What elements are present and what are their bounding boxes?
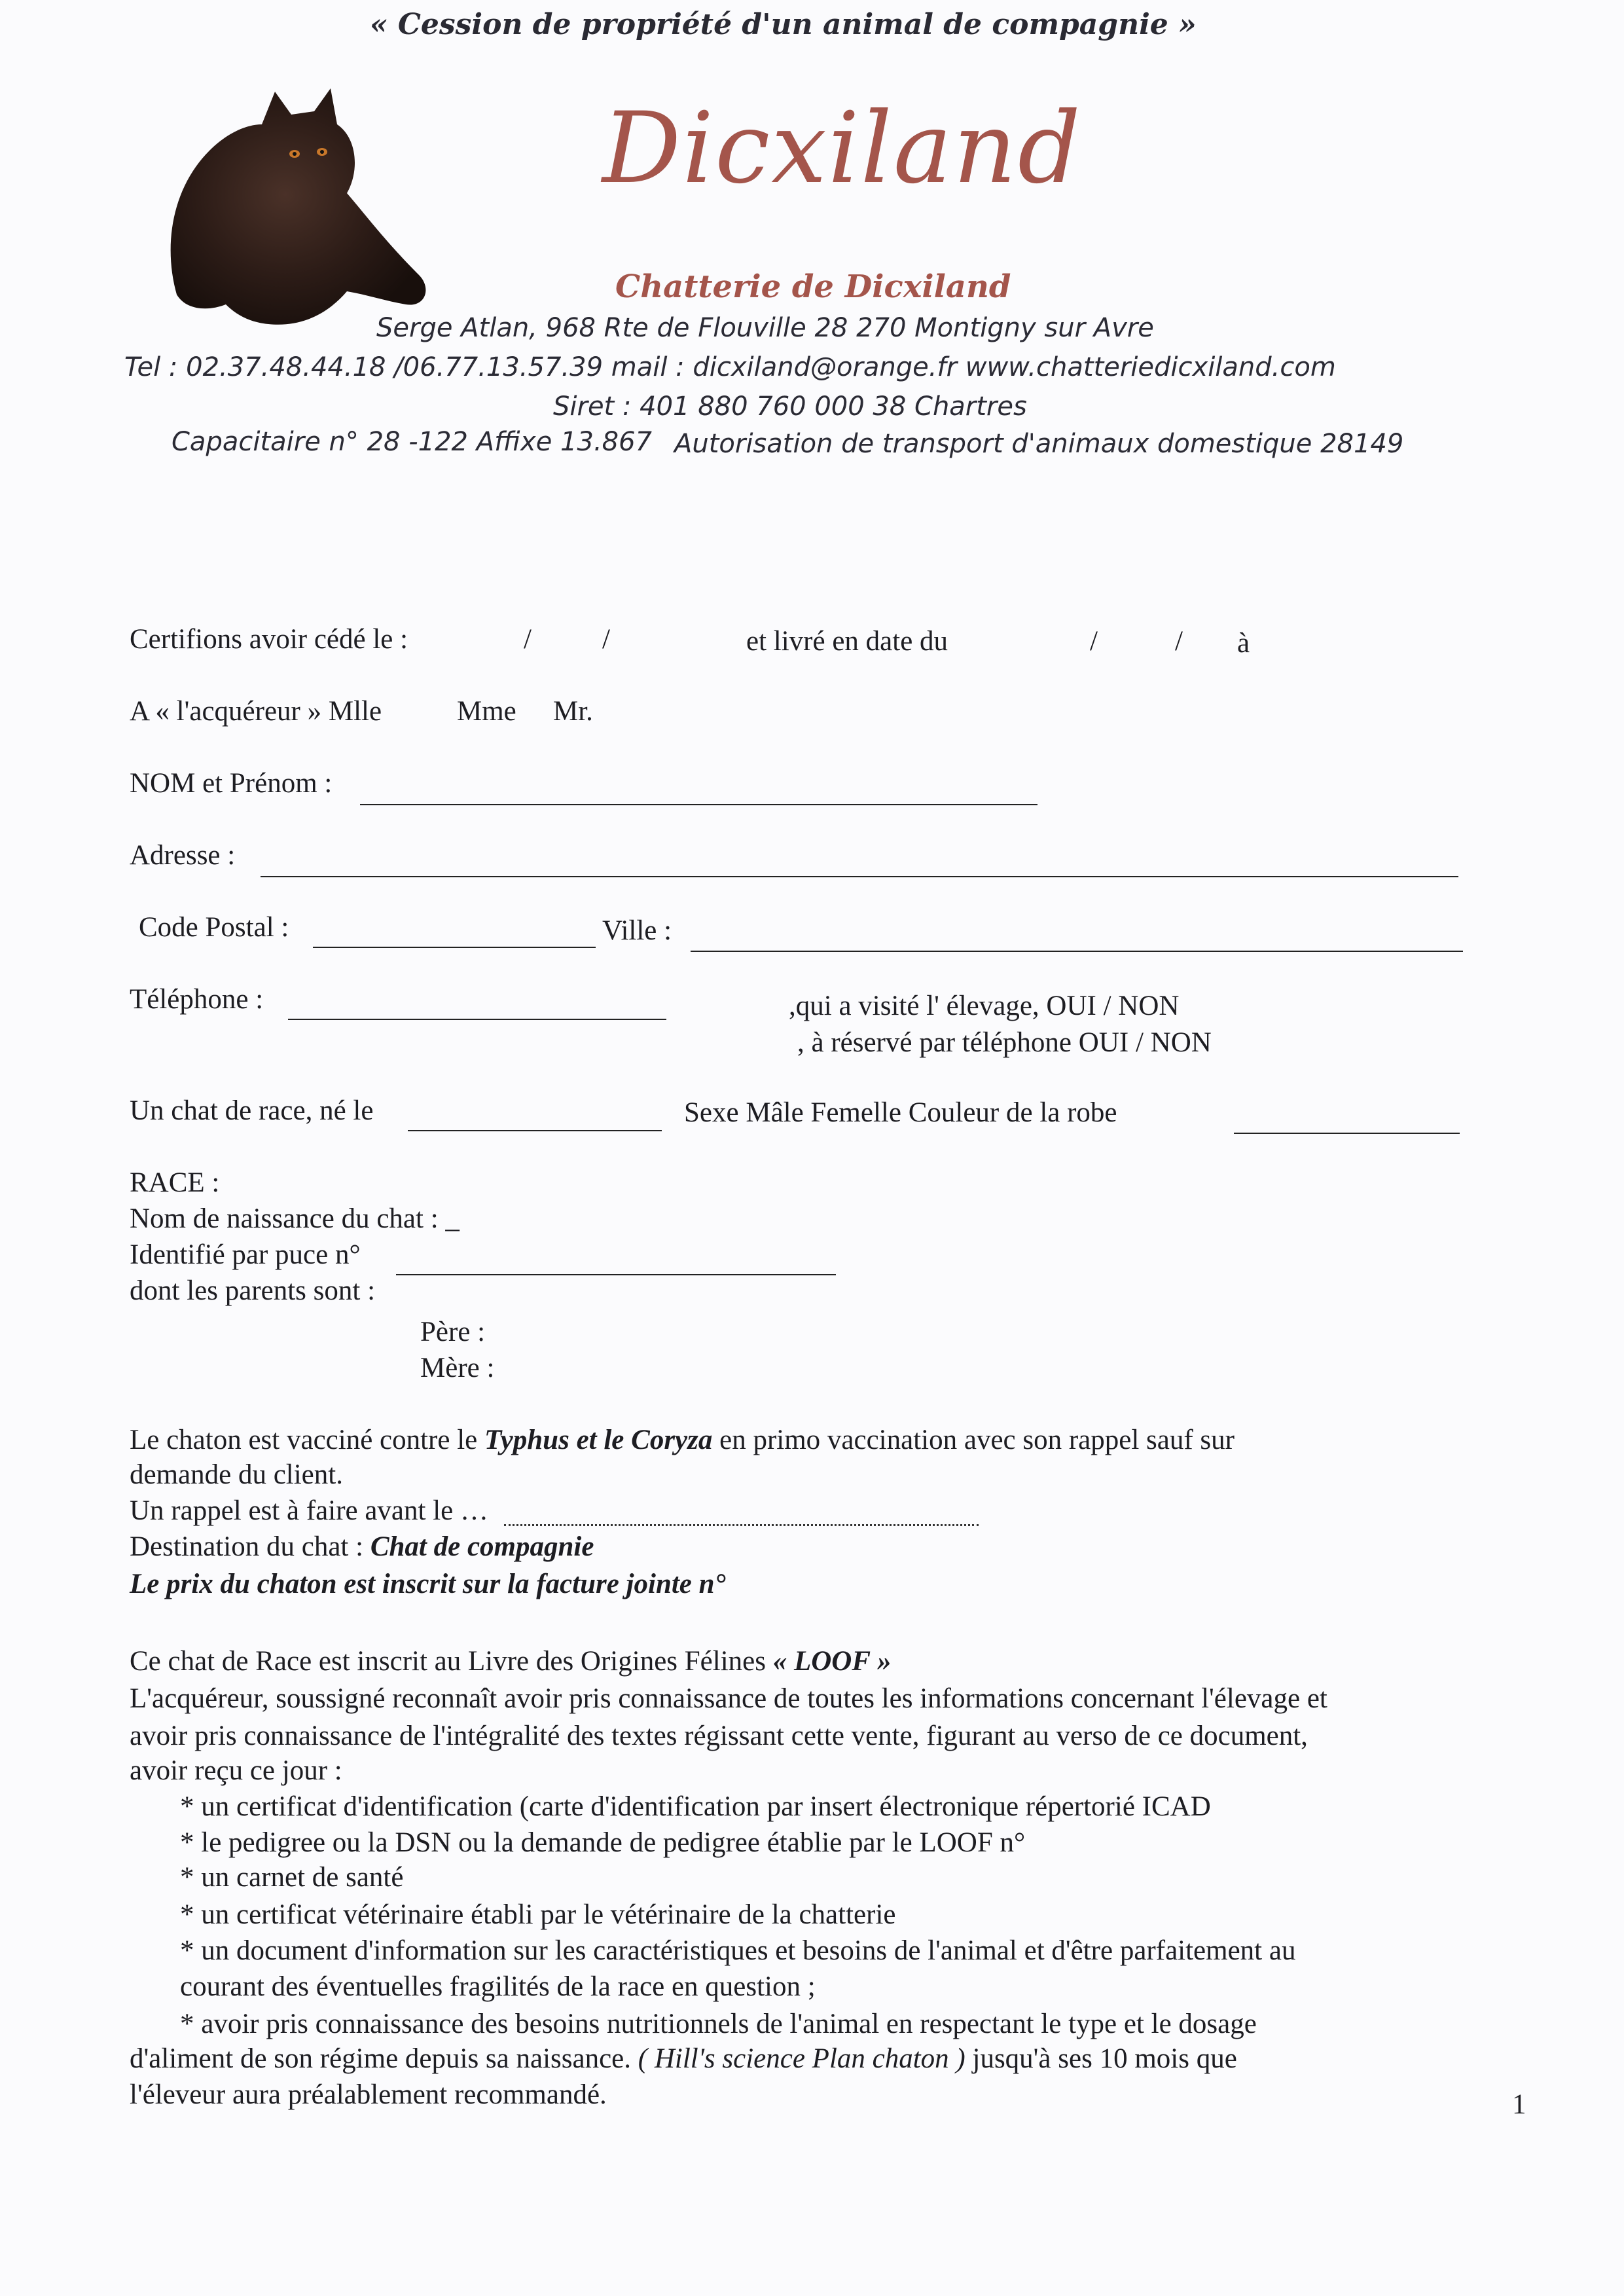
list-item: * le pedigree ou la DSN ou la demande de pedigree établie par le LOOF n° (180, 1827, 1026, 1858)
page-number: 1 (1512, 2089, 1526, 2120)
vaccination-text: Le chaton est vacciné contre le (130, 1425, 484, 1455)
name-label: NOM et Prénom : (130, 768, 333, 799)
father-label: Père : (420, 1317, 486, 1347)
list-item: courant des éventuelles fragilités de la race en question ; (180, 1971, 816, 2002)
chip-number-field[interactable] (396, 1274, 836, 1275)
phone-label: Téléphone : (130, 984, 264, 1015)
loof-registered-line (130, 1645, 892, 1677)
address-line: Serge Atlan, 968 Rte de Flouville 28 270 Montigny sur Avre (376, 313, 1154, 343)
diet-line-2: l'éleveur aura préalablement recommandé. (130, 2079, 607, 2110)
vaccination-line (130, 1424, 1235, 1456)
capacitaire-line: Capacitaire n° 28 -122 Affixe 13.867 (171, 427, 653, 457)
destination-label: Destination du chat : (130, 1531, 370, 1562)
address-label: Adresse : (130, 840, 236, 871)
date-slash: / (1175, 626, 1183, 657)
loof-text: Ce chat de Race est inscrit au Livre des Origines Félines (130, 1646, 773, 1677)
address-field[interactable] (261, 876, 1458, 877)
visited-question: ,qui a visité l' élevage, OUI / NON (789, 991, 1180, 1021)
diet-line (130, 2043, 1237, 2075)
recall-date-field[interactable] (504, 1524, 979, 1526)
list-item: * un certificat vétérinaire établi par le vétérinaire de la chatterie (180, 1899, 896, 1930)
postal-code-label: Code Postal : (139, 912, 289, 943)
transport-line: Autorisation de transport d'animaux domestique 28149 (674, 429, 1404, 459)
buyer-title-label: A « l'acquéreur » Mlle (130, 696, 382, 727)
document-title: « Cession de propriété d'un animal de compagnie » (370, 8, 1197, 41)
city-field[interactable] (691, 951, 1463, 952)
recall-label: Un rappel est à faire avant le … (130, 1495, 488, 1526)
sex-color-label: Sexe Mâle Femelle Couleur de la robe (684, 1097, 1117, 1128)
diet-text: d'aliment de son régime depuis sa naissance. (130, 2043, 638, 2074)
price-note: Le prix du chaton est inscrit sur la facture jointe n° (130, 1569, 726, 1599)
list-item: * un document d'information sur les caractéristiques et besoins de l'animal et d'être parfaitement au (180, 1935, 1296, 1966)
vaccination-text-end: en primo vaccination avec son rappel sauf sur (712, 1425, 1235, 1455)
delivered-label: et livré en date du (746, 626, 948, 657)
list-item: * un carnet de santé (180, 1862, 404, 1893)
logo-wordmark: Dicxiland (602, 92, 1082, 206)
loof-paragraph-1: L'acquéreur, soussigné reconnaît avoir pris connaissance de toutes les informations concernant l'élevage et (130, 1683, 1327, 1714)
coat-color-field[interactable] (1234, 1133, 1460, 1134)
date-slash: / (524, 624, 532, 655)
mother-label: Mère : (420, 1353, 495, 1383)
contact-line: Tel : 02.37.48.44.18 /06.77.13.57.39 mail : dicxiland@orange.fr www.chatteriedicxiland.com (124, 352, 1336, 382)
list-item: * avoir pris connaissance des besoins nutritionnels de l'animal en respectant le type et le dosage (180, 2009, 1257, 2039)
diet-text-end: jusqu'à ses 10 mois que (965, 2043, 1237, 2074)
birth-date-field[interactable] (408, 1130, 662, 1131)
destination-line (130, 1531, 594, 1563)
date-slash: / (602, 624, 610, 655)
phone-field[interactable] (288, 1019, 666, 1020)
cat-photo (151, 79, 439, 334)
born-label: Un chat de race, né le (130, 1095, 374, 1126)
diet-brand: ( Hill's science Plan chaton ) (638, 2043, 965, 2074)
name-field[interactable] (360, 804, 1038, 805)
parents-label: dont les parents sont : (130, 1275, 376, 1306)
vaccination-line-2: demande du client. (130, 1459, 343, 1490)
loof-paragraph-3: avoir reçu ce jour : (130, 1755, 342, 1786)
place-label: à (1237, 628, 1250, 659)
date-slash: / (1090, 626, 1098, 657)
siret-line: Siret : 401 880 760 000 38 Chartres (553, 392, 1027, 422)
loof-paragraph-2: avoir pris connaissance de l'intégralité des textes régissant cette vente, figurant au verso de ce document, (130, 1721, 1308, 1751)
title-mr: Mr. (553, 696, 593, 727)
chip-label: Identifié par puce n° (130, 1239, 361, 1270)
certify-label: Certifions avoir cédé le : (130, 624, 408, 655)
vaccination-diseases: Typhus et le Coryza (484, 1425, 713, 1455)
loof-name: « LOOF » (772, 1646, 892, 1677)
destination-value: Chat de compagnie (370, 1531, 594, 1562)
city-label: Ville : (602, 915, 672, 946)
race-label: RACE : (130, 1167, 220, 1198)
title-mme: Mme (457, 696, 516, 727)
reserved-question: , à réservé par téléphone OUI / NON (797, 1027, 1212, 1058)
birth-name-label: Nom de naissance du chat : _ (130, 1203, 460, 1234)
list-item: * un certificat d'identification (carte d'identification par insert électronique répertorié ICAD (180, 1791, 1211, 1822)
cattery-name: Chatterie de Dicxiland (615, 268, 1011, 305)
postal-code-field[interactable] (313, 947, 596, 948)
